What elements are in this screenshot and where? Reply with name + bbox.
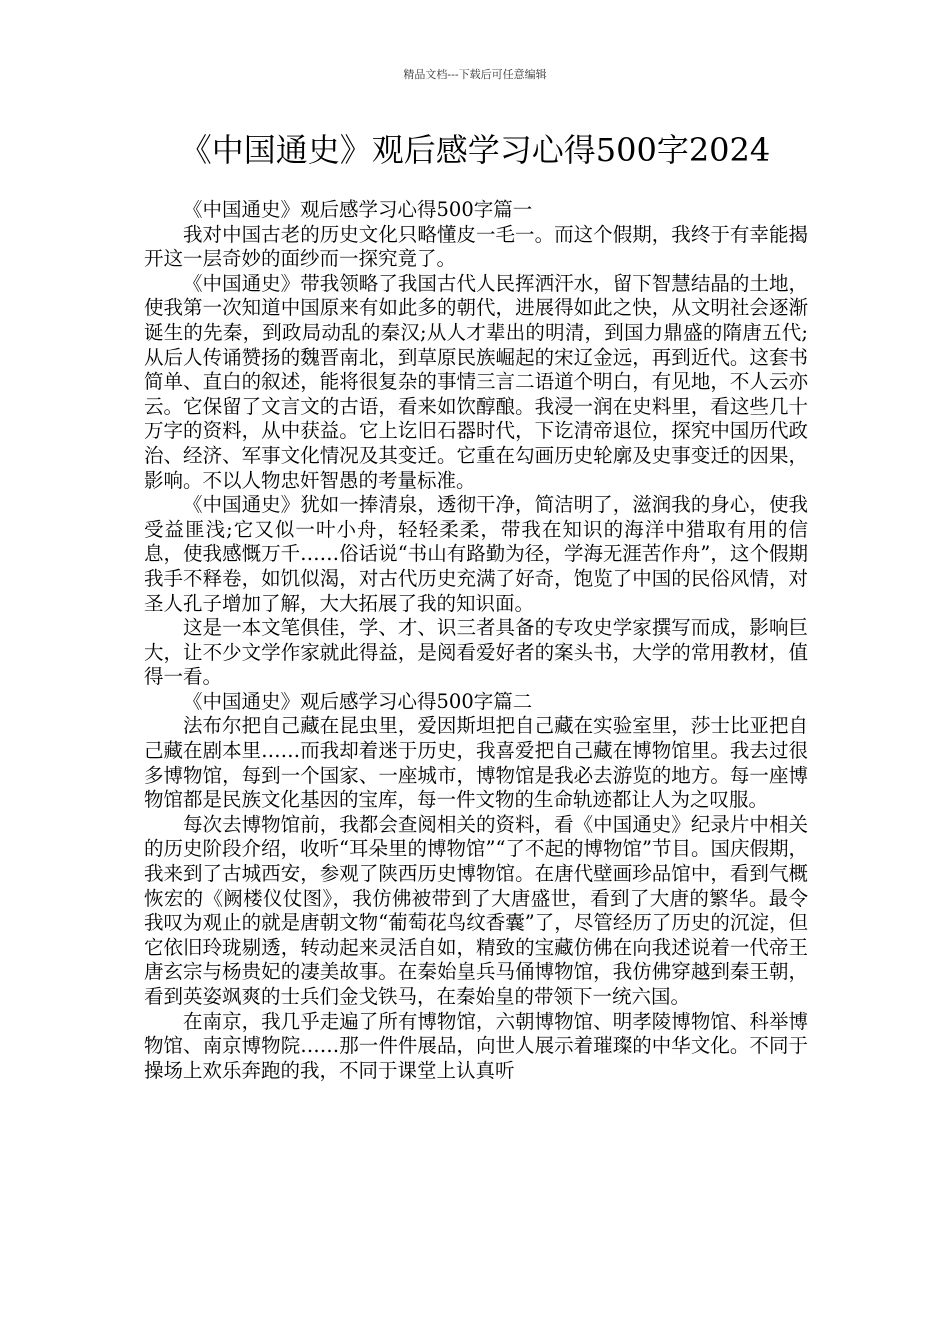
document-title: 《中国通史》观后感学习心得500字2024 <box>179 131 771 169</box>
body-paragraph: 每次去博物馆前，我都会查阅相关的资料，看《中国通史》纪录片中相关的历史阶段介绍，收听“耳朵里的博物馆”“了不起的博物馆”节目。国庆假期，我来到了古城西安，参观了陕西历史博物馆。在唐代壁画珍品馆中，看到气概恢宏的《阙楼仪仗图》，我仿佛被带到了大唐盛世，看到了大唐的繁华。最令我叹为观止的就是唐朝文物“葡萄花鸟纹香囊”了，尽管经历了历史的沉淀，但它依旧玲珑剔透，转动起来灵活自如，精致的宝藏仿佛在向我述说着一代帝王唐玄宗与杨贵妃的凄美故事。在秦始皇兵马俑博物馆，我仿佛穿越到秦王朝，看到英姿飒爽的士兵们金戈铁马，在秦始皇的带领下一统六国。 <box>144 812 808 1008</box>
page-header-note: 精品文档---下载后可任意编辑 <box>403 68 547 81</box>
body-paragraph: 这是一本文笔俱佳，学、才、识三者具备的专攻史学家撰写而成，影响巨大，让不少文学作家就此得益，是阅看爱好者的案头书，大学的常用教材，值得一看。 <box>144 616 808 689</box>
document-body <box>144 198 808 1083</box>
body-paragraph: 法布尔把自己藏在昆虫里，爱因斯坦把自己藏在实验室里，莎士比亚把自己藏在剧本里……而我却着迷于历史，我喜爱把自己藏在博物馆里。我去过很多博物馆，每到一个国家、一座城市，博物馆是我必去游览的地方。每一座博物馆都是民族文化基因的宝库，每一件文物的生命轨迹都让人为之叹服。 <box>144 714 808 812</box>
body-paragraph: 《中国通史》犹如一捧清泉，透彻干净，简洁明了，滋润我的身心，使我受益匪浅;它又似一叶小舟，轻轻柔柔，带我在知识的海洋中猎取有用的信息，使我感慨万千……俗话说“书山有路勤为径，学海无涯苦作舟”，这个假期我手不释卷，如饥似渴，对古代历史充满了好奇，饱览了中国的民俗风情，对圣人孔子增加了解，大大拓展了我的知识面。 <box>144 493 808 615</box>
body-paragraph: 《中国通史》带我领略了我国古代人民挥洒汗水，留下智慧结晶的土地，使我第一次知道中国原来有如此多的朝代，进展得如此之快，从文明社会逐渐诞生的先秦，到政局动乱的秦汉;从人才辈出的明清，到国力鼎盛的隋唐五代;从后人传诵赞扬的魏晋南北，到草原民族崛起的宋辽金远，再到近代。这套书简单、直白的叙述，能将很复杂的事情三言二语道个明白，有见地，不人云亦云。它保留了文言文的古语，看来如饮醇酿。我浸一润在史料里，看这些几十万字的资料，从中获益。它上讫旧石器时代，下讫清帝退位，探究中国历代政治、经济、军事文化情况及其变迁。它重在勾画历史轮廓及史事变迁的因果，影响。不以人物忠奸智愚的考量标准。 <box>144 271 808 492</box>
section-heading: 《中国通史》观后感学习心得500字篇一 <box>183 198 533 221</box>
body-paragraph: 我对中国古老的历史文化只略懂皮一毛一。而这个假期，我终于有幸能揭开这一层奇妙的面纱而一探究竟了。 <box>144 222 808 271</box>
section-heading: 《中国通史》观后感学习心得500字篇二 <box>183 689 533 713</box>
body-paragraph: 在南京，我几乎走遍了所有博物馆，六朝博物馆、明孝陵博物馆、科举博物馆、南京博物院……那一件件展品，向世人展示着璀璨的中华文化。不同于操场上欢乐奔跑的我，不同于课堂上认真听 <box>144 1009 808 1082</box>
